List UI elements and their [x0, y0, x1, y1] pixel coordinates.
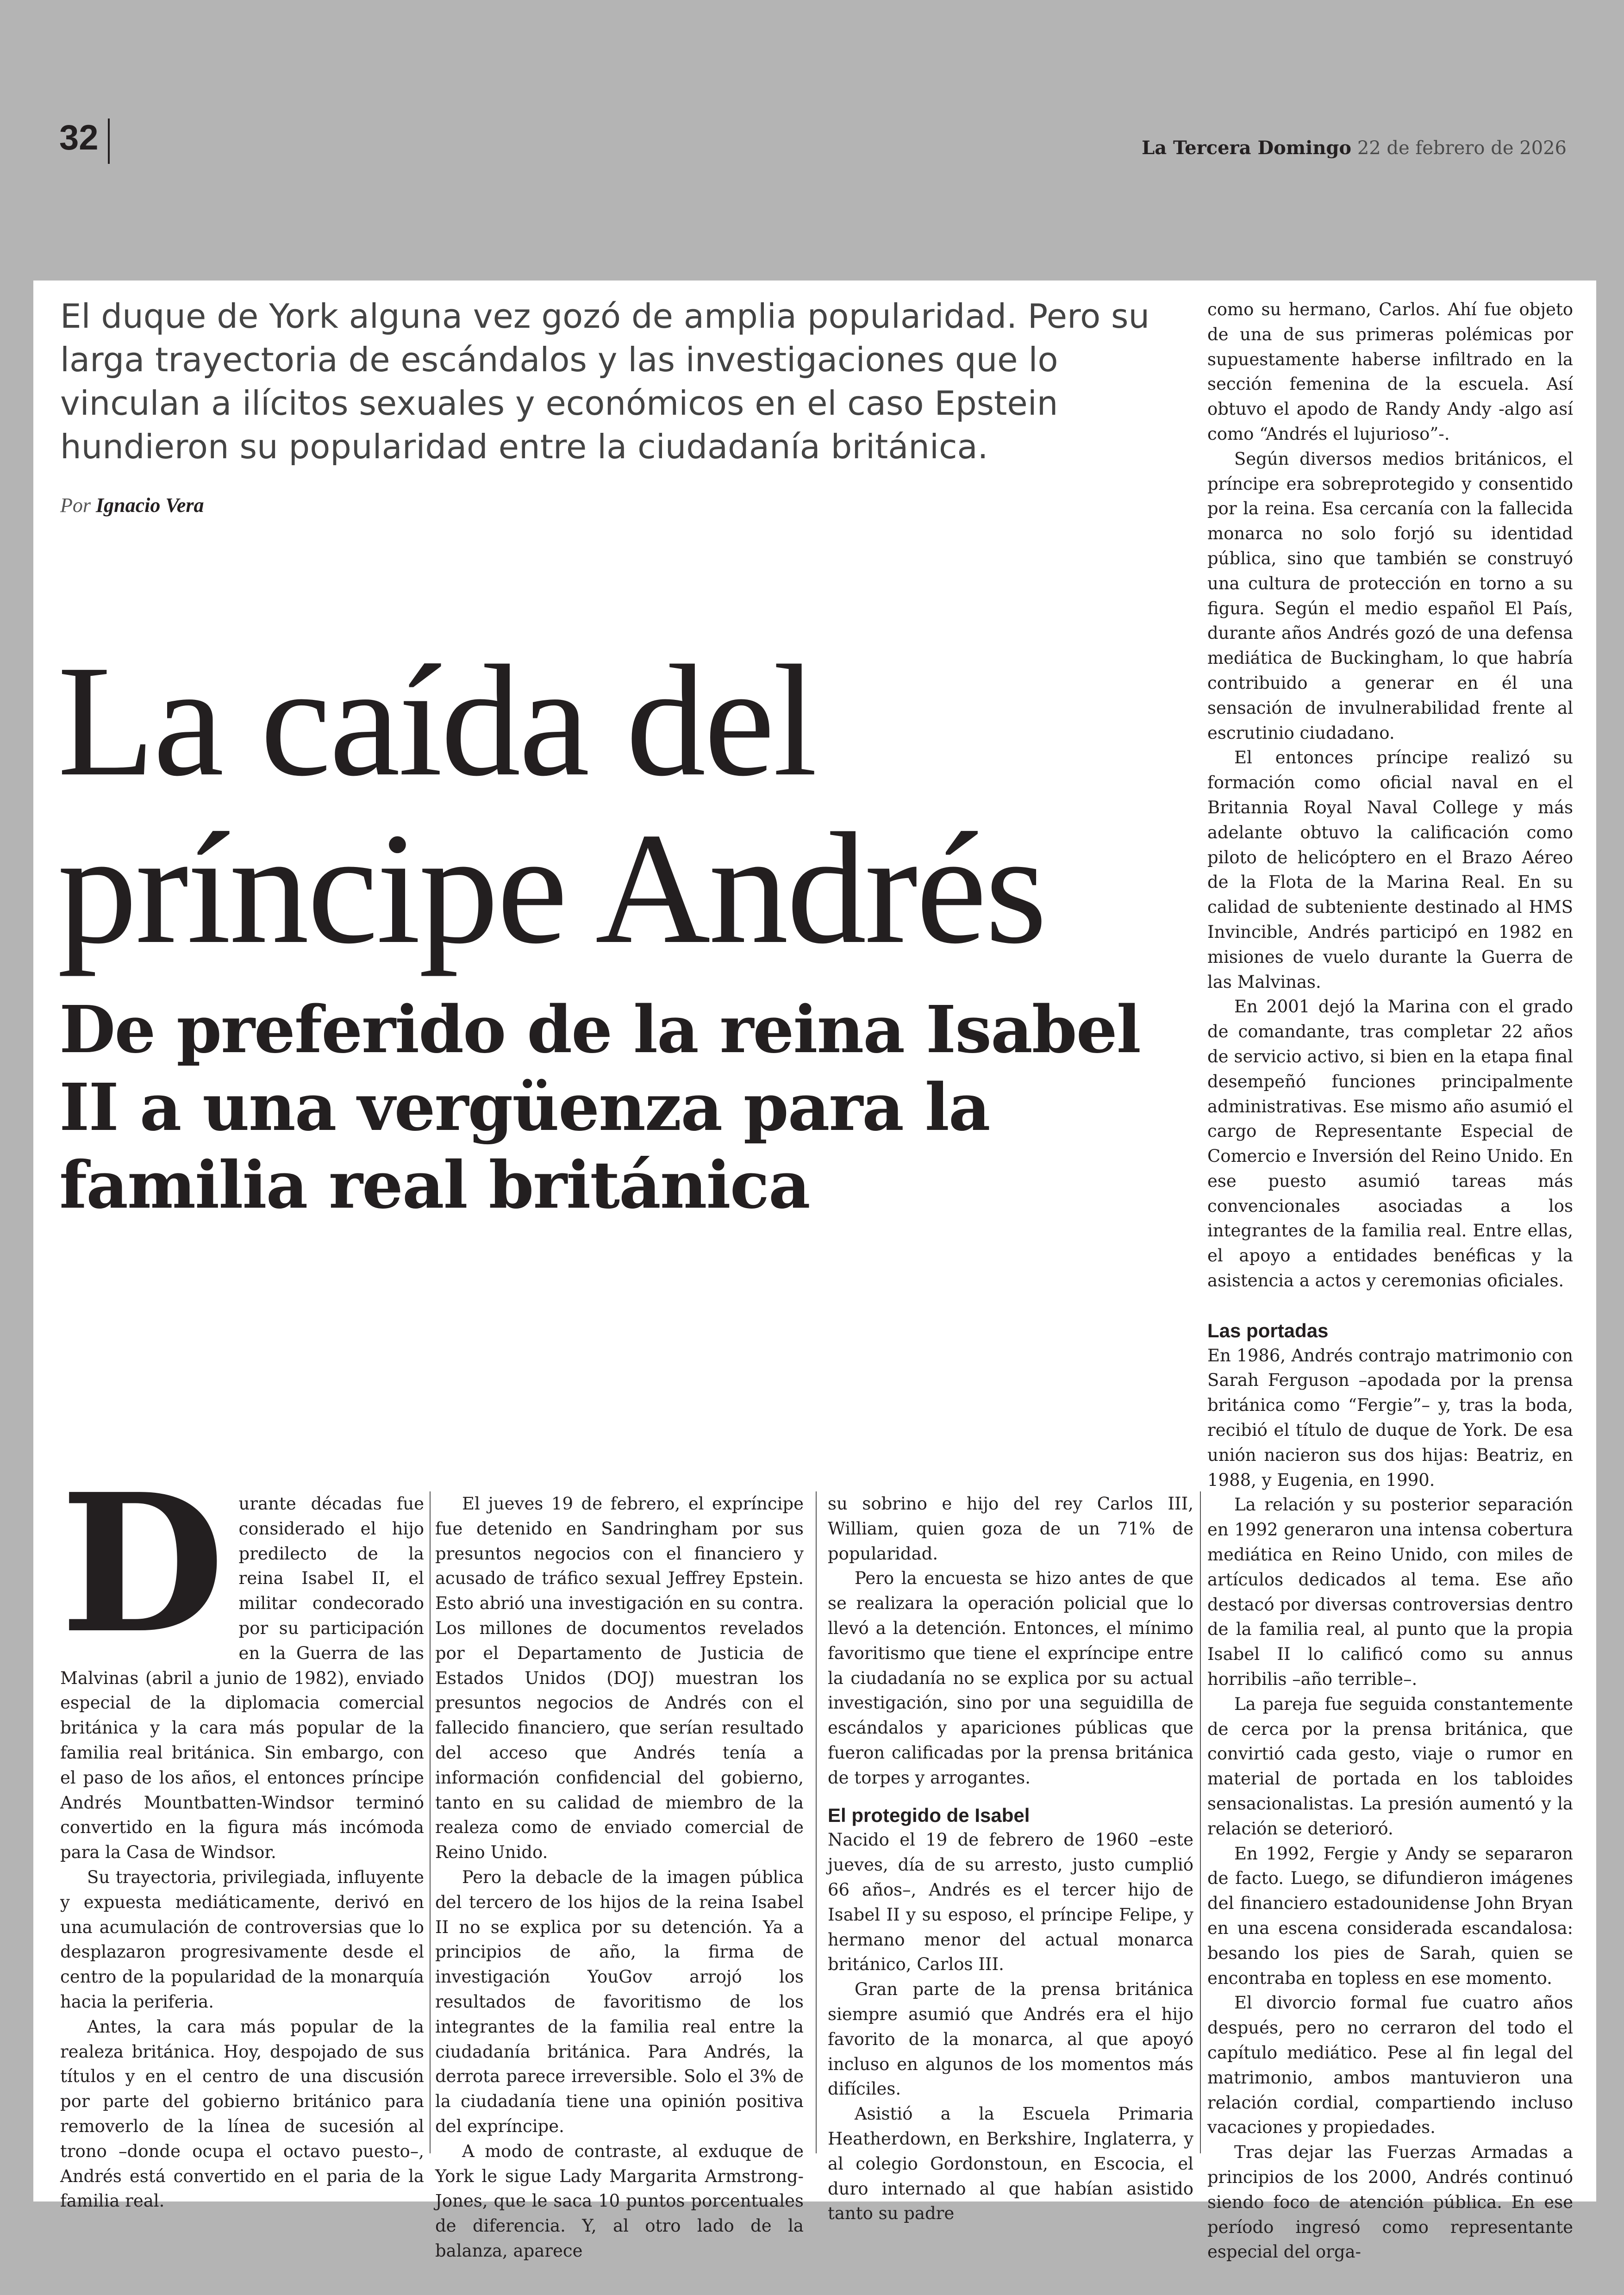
- paragraph: En 1986, Andrés contrajo matrimonio con Sarah Ferguson –apodada por la prensa británica como “Fergie”– y, tras la boda, recibió el título de duque de York. De esa unión nacieron sus dos hijas: Beatriz, en 1988, y Eugenia, en 1990.: [1207, 1345, 1573, 1490]
- byline: [60, 493, 204, 517]
- paragraph: El jueves 19 de febrero, el expríncipe fue detenido en Sandringham por sus presuntos negocios con el financiero y acusado de tráfico sexual Jeffrey Epstein. Esto abrió una investigación en su contra. Los millones de documentos revelados por el Departamento de Justicia de Estados Unidos (DOJ) muestran los presuntos negocios de Andrés con el fallecido financiero, que serían resultado del acceso que Andrés tenía a información confidencial del gobierno, tanto en su calidad de miembro de la realeza como de enviado comercial de Reino Unido.: [435, 1494, 804, 1863]
- paragraph: En 1992, Fergie y Andy se separaron de facto. Luego, se difundieron imágenes del financiero estadounidense John Bryan en una escena considerada escandalosa: besando los pies de Sarah, quien se encontraba en topless en ese momento.: [1207, 1843, 1573, 1988]
- column-2: [435, 1491, 804, 2264]
- paragraph: Nacido el 19 de febrero de 1960 –este jueves, día de su arresto, justo cumplió 66 años–, Andrés es el tercer hijo de Isabel II y su esposo, el príncipe Felipe, y hermano menor del actual monarca británico, Carlos III.: [828, 1830, 1193, 1975]
- paragraph: como su hermano, Carlos. Ahí fue objeto de una de sus primeras polémicas por supuestamente haberse infiltrado en la sección femenina de la escuela. Así obtuvo el apodo de Randy Andy -algo así como “Andrés el lujurioso”-.: [1207, 299, 1573, 444]
- section-title-las-portadas: Las portadas: [1207, 1319, 1329, 1341]
- column-4: [1207, 297, 1573, 2264]
- page-number: 32: [59, 118, 99, 157]
- paragraph: Pero la debacle de la imagen pública del tercero de los hijos de la reina Isabel II no se explica por su detención. Ya a principios de año, la firma de investigación YouGov arrojó los resultados de favoritismo de los integrantes de la familia real entre la ciudadanía británica. Para Andrés, la derrota parece irreversible. Solo el 3% de la ciudadanía tiene una opinión positiva del expríncipe.: [435, 1867, 804, 2136]
- paragraph: En 2001 dejó la Marina con el grado de comandante, tras completar 22 años de servicio activo, si bien en la etapa final desempeñó funciones principalmente administrativas. Ese mismo año asumió el cargo de Representante Especial de Comercio e Inversión del Reino Unido. En ese puesto asumió tareas más convencionales asociadas a los integrantes de la familia real. Entre ellas, el apoyo a entidades benéficas y la asistencia a actos y ceremonias oficiales.: [1207, 997, 1573, 1291]
- column-divider: [430, 1491, 431, 2153]
- paragraph: Su trayectoria, privilegiada, influyente y expuesta mediáticamente, derivó en una acumulación de controversias que lo desplazaron progresivamente desde el centro de la popularidad de la monarquía hacia la periferia.: [60, 1867, 424, 2012]
- paragraph: Según diversos medios británicos, el príncipe era sobreprotegido y consentido por la reina. Esa cercanía con la fallecida monarca no solo forjó su identidad pública, sino que también se construyó una cultura de protección en torno a su figura. Según el medio español El País, durante años Andrés gozó de una defensa mediática de Buckingham, lo que habría contribuido a generar en él una sensación de invulnerabilidad frente al escrutinio ciudadano.: [1207, 449, 1573, 743]
- paragraph: su sobrino e hijo del rey Carlos III, William, quien goza de un 71% de popularidad.: [828, 1494, 1193, 1564]
- drop-cap: D: [60, 1452, 225, 1675]
- column-1: [60, 1452, 424, 2214]
- column-3: [828, 1491, 1193, 2226]
- paragraph: Tras dejar las Fuerzas Armadas a principios de los 2000, Andrés continuó siendo foco de atención pública. En ese período ingresó como representante especial del orga-: [1207, 2142, 1573, 2262]
- paragraph: Asistió a la Escuela Primaria Heatherdown, en Berkshire, Inglaterra, y al colegio Gordonstoun, en Escocia, el duro internado al que habían asistido tanto su padre: [828, 2104, 1193, 2224]
- subheadline: De preferido de la reina Isabel II a una vergüenza para la familia real británica: [59, 992, 1140, 1223]
- masthead: [1142, 139, 1567, 157]
- article-page: [33, 281, 1596, 2262]
- paragraph: A modo de contraste, al exduque de York le sigue Lady Margarita Armstrong-Jones, que le saca 10 puntos porcentuales de diferencia. Y, al otro lado de la balanza, aparece: [435, 2141, 804, 2261]
- article-dek: El duque de York alguna vez gozó de amplia popularidad. Pero su larga trayectoria de escándalos y las investigaciones que lo vinculan a ilícitos sexuales y económicos en el caso Epstein hundieron su popularidad entre la ciudadanía británica.: [60, 297, 1150, 466]
- byline-prefix: Por: [60, 494, 91, 517]
- paragraph: La pareja fue seguida constantemente de cerca por la prensa británica, que convirtió cada gesto, viaje o rumor en material de portada en los tabloides sensacionalistas. La presión aumentó y la relación se deterioró.: [1207, 1694, 1573, 1839]
- publication-name: La Tercera Domingo: [1142, 137, 1352, 159]
- paragraph: Gran parte de la prensa británica siempre asumió que Andrés era el hijo favorito de la monarca, al que apoyó incluso en algunos de los momentos más difíciles.: [828, 1979, 1193, 2099]
- paragraph: La relación y su posterior separación en 1992 generaron una intensa cobertura mediática en Reino Unido, con miles de artículos dedicados al tema. Ese año destacó por diversas controversias dentro de la familia real, al punto que la propia Isabel II lo calificó como su annus horribilis –año terrible–.: [1207, 1495, 1573, 1690]
- paragraph: El divorcio formal fue cuatro años después, pero no cerraron del todo el capítulo mediático. Pese al fin legal del matrimonio, ambos mantuvieron una relación cordial, compartiendo incluso vacaciones y propiedades.: [1207, 1993, 1573, 2138]
- paragraph: Pero la encuesta se hizo antes de que se realizara la operación policial que lo llevó a la detención. Entonces, el mínimo favoritismo que tiene el expríncipe entre la ciudadanía no se explica por su actual investigación, sino por una seguidilla de escándalos y apariciones públicas que fueron calificadas por la prensa británica de torpes y arrogantes.: [828, 1568, 1193, 1788]
- paragraph: El entonces príncipe realizó su formación como oficial naval en el Britannia Royal Naval College y más adelante obtuvo la calificación como piloto de helicóptero en el Brazo Aéreo de la Flota de la Marina Real. En su calidad de subteniente destinado al HMS Invincible, Andrés participó en 1982 en misiones de vuelo durante la Guerra de las Malvinas.: [1207, 748, 1573, 992]
- page-number-divider: [108, 118, 110, 164]
- paragraph: urante décadas fue considerado el hijo predilecto de la reina Isabel II, el militar condecorado por su participación en la Guerra de las Malvinas (abril a junio de 1982), enviado especial de la diplomacia comercial británica y la cara más popular de la familia real británica. Sin embargo, con el paso de los años, el entonces príncipe Andrés Mountbatten-Windsor terminó convertido en la figura más incómoda para la Casa de Windsor.: [60, 1494, 424, 1863]
- byline-author: Ignacio Vera: [96, 494, 204, 517]
- publication-date: 22 de febrero de 2026: [1357, 137, 1567, 159]
- column-divider: [816, 1491, 817, 2153]
- paragraph: Antes, la cara más popular de la realeza británica. Hoy, despojado de sus títulos y en el centro de una discusión por parte del gobierno británico para removerlo de la línea de sucesión al trono –donde ocupa el octavo puesto–, Andrés está convertido en el paria de la familia real.: [60, 2016, 424, 2211]
- column-divider: [1200, 1491, 1201, 2153]
- section-title-el-protegido-de-isabel: El protegido de Isabel: [828, 1804, 1030, 1826]
- headline: La caída del príncipe Andrés: [57, 632, 1045, 977]
